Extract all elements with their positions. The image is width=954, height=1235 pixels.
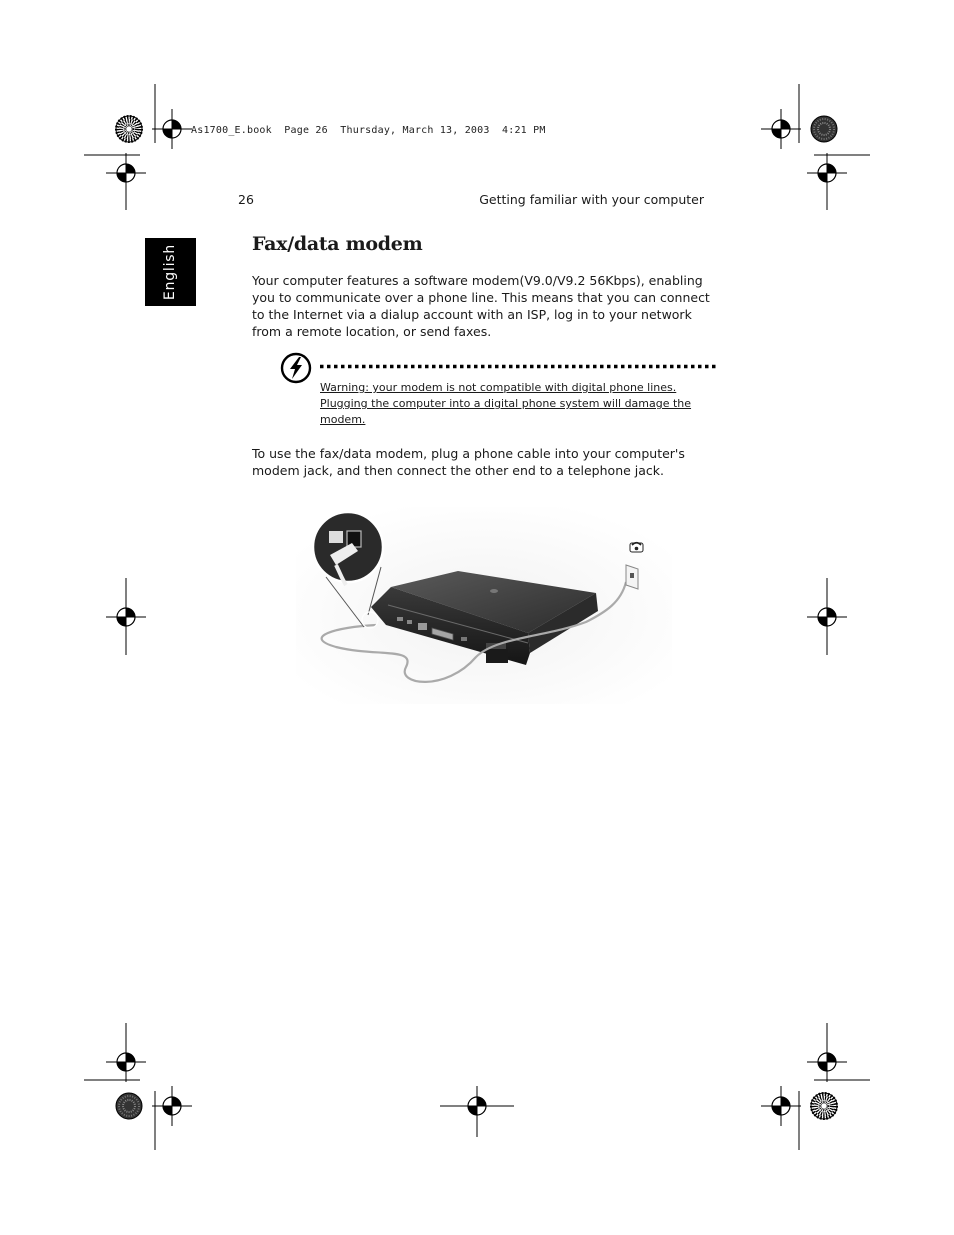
running-head: Getting familiar with your computer bbox=[479, 192, 704, 207]
print-slug: As1700_E.book Page 26 Thursday, March 13, 2003 4:21 PM bbox=[191, 125, 546, 136]
language-tab bbox=[145, 238, 196, 306]
warning-note: Warning: your modem is not compatible with digital phone lines. Plugging the computer into a digital phone system will damage the modem. bbox=[320, 381, 692, 426]
modem-connection-illustration bbox=[296, 507, 672, 704]
section-title: Fax/data modem bbox=[252, 233, 423, 255]
page-number: 26 bbox=[238, 192, 254, 207]
warning-dotted-rule bbox=[320, 364, 716, 369]
language-tab-label: English bbox=[162, 243, 179, 301]
lightning-warning-icon bbox=[280, 352, 312, 384]
usage-paragraph: To use the fax/data modem, plug a phone cable into your computer's modem jack, and then connect the other end to a telephone jack. bbox=[252, 446, 685, 478]
intro-paragraph: Your computer features a software modem(V9.0/V9.2 56Kbps), enabling you to communicate over a phone line. This means that you can connect to the Internet via a dialup account with an ISP, log in to your network from a remote location, or send faxes. bbox=[252, 273, 710, 339]
telephone-icon bbox=[630, 543, 643, 552]
wall-jack bbox=[626, 565, 638, 589]
